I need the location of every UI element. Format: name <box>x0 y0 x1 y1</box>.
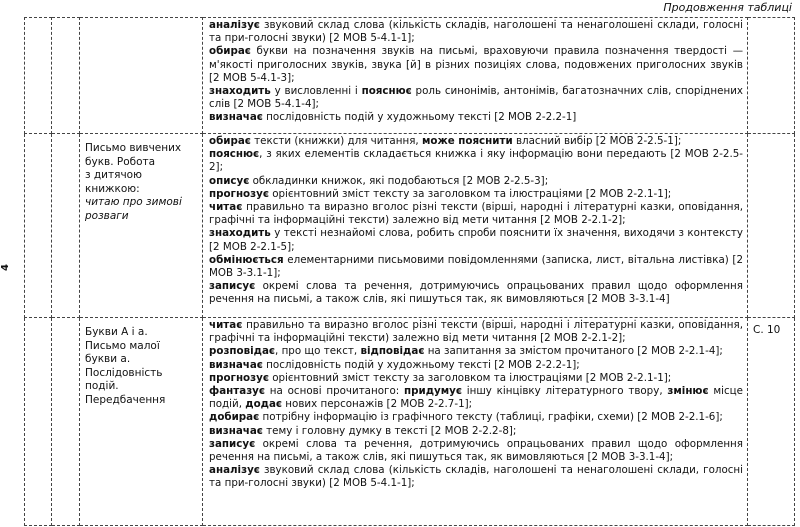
outcome-verb: пояснює <box>209 148 260 161</box>
lesson-number-cell <box>25 134 52 318</box>
outcome-item <box>209 385 743 411</box>
outcome-verb: читає <box>209 319 243 331</box>
textbook-page-cell <box>748 134 795 318</box>
page-number: 4 <box>0 264 11 271</box>
outcome-item <box>209 111 743 124</box>
outcome-item <box>209 438 743 464</box>
topic-line: Передбачення <box>85 393 166 406</box>
outcome-text: роль синонімів, антонімів, багатозначних слів, споріднених слів [2 МОВ 5-4.1-4]; <box>209 85 743 111</box>
outcome-text: у висловленні і <box>270 85 362 98</box>
hours-cell <box>52 134 80 318</box>
outcome-item <box>209 280 743 306</box>
table-row <box>25 18 795 134</box>
lesson-number-cell <box>25 318 52 526</box>
outcome-item <box>209 372 743 385</box>
curriculum-table <box>24 17 795 526</box>
outcome-verb: обирає <box>209 135 251 147</box>
topic-italic-line: розваги <box>85 209 129 222</box>
outcome-item <box>209 175 743 188</box>
outcome-text: потрібну інформацію із графічного тексту (таблиці, графіки, схеми) [2 МОВ 2-2.1-6]; <box>259 411 723 424</box>
outcome-verb: змінює <box>667 385 709 398</box>
outcome-verb: визначає <box>209 358 263 371</box>
outcome-text: на основі прочитаного: <box>265 385 405 398</box>
outcome-verb: знаходить <box>209 85 271 98</box>
textbook-page-cell: С. 10 <box>748 318 795 526</box>
outcome-verb: записує <box>209 437 256 450</box>
outcome-text: тексти (книжки) для читання, <box>250 135 422 147</box>
continuation-label: Продовження таблиці <box>663 1 792 14</box>
topic-line: букв. Робота <box>85 155 156 168</box>
outcome-text: орієнтовний зміст тексту за заголовком та ілюстраціями [2 МОВ 2-2.1-1]; <box>268 371 672 384</box>
outcome-text: окремі слова та речення, дотримуючись опрацьованих правил щодо оформлення речення на письмі, а також слів, які пишуться так, як вимовляються [2 МОВ 3-3.1-4]; <box>209 437 743 464</box>
outcome-text: правильно та виразно вголос різні тексти (вірші, народні і літературні казки, оповідання, графічні та інформаційні тексти) залежно від мети читання [2 МОВ 2-2.1-2]; <box>209 319 743 345</box>
outcome-verb: відповідає <box>360 345 425 358</box>
outcome-item <box>209 425 743 438</box>
outcome-item <box>209 411 743 424</box>
outcome-verb: розповідає <box>209 345 276 358</box>
lesson-number-cell <box>25 18 52 134</box>
topic-line: Послідовність подій. <box>85 366 163 392</box>
outcome-text: у тексті незнайомі слова, робить спроби пояснити їх значення, виходячи з контексту [2 МОВ 2-2.1-5]; <box>209 227 743 253</box>
outcome-text: , з яких елементів складається книжка і яку інформацію вони передають [2 МОВ 2-2.5-2]; <box>209 148 743 174</box>
topic-line: Письмо малої <box>85 339 160 352</box>
outcome-verb: фантазує <box>209 385 265 398</box>
table-row <box>25 318 795 526</box>
topic-cell <box>80 134 203 318</box>
outcome-verb: знаходить <box>209 227 271 240</box>
outcome-text: окремі слова та речення, дотримуючись опрацьованих правил щодо оформлення речення на письмі, а також слів, які пишуться так, як вимовляються [2 МОВ 3-3.1-4] <box>209 280 743 306</box>
outcome-verb: прогнозує <box>209 371 269 384</box>
outcomes-cell <box>203 18 748 134</box>
outcome-item <box>209 227 743 253</box>
outcome-text: правильно та виразно вголос різні тексти (вірші, народні і літературні казки, оповідання, графічні та інформаційні тексти) залежно від мети читання [2 МОВ 2-2.1-2]; <box>209 201 743 227</box>
outcome-text: на запитання за змістом прочитаного [2 МОВ 2-2.1-4]; <box>424 345 723 358</box>
topic-cell <box>80 318 203 526</box>
outcome-item <box>209 148 743 174</box>
outcome-verb: аналізує <box>209 19 260 31</box>
outcome-text: тему і головну думку в тексті [2 МОВ 2-2.2-8]; <box>262 424 517 437</box>
outcome-verb: може пояснити <box>421 135 513 147</box>
outcome-item <box>209 359 743 372</box>
table-row <box>25 134 795 318</box>
outcome-item <box>209 19 743 45</box>
hours-cell <box>52 18 80 134</box>
outcome-verb: придумує <box>404 385 462 398</box>
outcome-item <box>209 254 743 280</box>
outcome-item <box>209 85 743 111</box>
hours-cell <box>52 318 80 526</box>
outcome-text: орієнтовний зміст тексту за заголовком та ілюстраціями [2 МОВ 2-2.1-1]; <box>268 187 672 200</box>
outcome-item <box>209 201 743 227</box>
topic-line: Букви А і а. <box>85 326 148 338</box>
outcome-text: іншу кінцівку літературного твору, <box>461 385 668 398</box>
topic-line: з дитячою книжкою: <box>85 169 142 195</box>
outcome-verb: аналізує <box>209 464 260 477</box>
outcome-verb: обирає <box>209 45 251 58</box>
outcome-text: звуковий склад слова (кількість складів, наголошені та ненаголошені склади, голосні та при-голосні звуки) [2 МОВ 5-4.1-1]; <box>209 464 743 490</box>
topic-line: Письмо вивчених <box>85 142 182 154</box>
topic-cell <box>80 18 203 134</box>
topic-line: букви а. <box>85 353 131 365</box>
outcome-text: обкладинки книжок, які подобаються [2 МОВ 2-2.5-3]; <box>249 174 549 187</box>
outcome-text: , про що текст, <box>275 345 361 358</box>
topic-italic-line: читаю про зимові <box>85 196 182 208</box>
outcomes-cell <box>203 318 748 526</box>
textbook-page-cell <box>748 18 795 134</box>
outcome-text: послідовність подій у художньому тексті [2 МОВ 2-2.2-1]; <box>262 358 580 371</box>
outcome-text: нових персонажів [2 МОВ 2-2.7-1]; <box>282 398 473 411</box>
outcome-item <box>209 464 743 490</box>
outcomes-cell <box>203 134 748 318</box>
outcome-text: елементарними письмовими повідомленнями (записка, лист, вітальна листівка) [2 МОВ 3-3.1-1]; <box>209 253 743 280</box>
outcome-item <box>209 188 743 201</box>
outcome-text: послідовність подій у художньому тексті [2 МОВ 2-2.2-1] <box>262 111 577 124</box>
outcome-text: букви на позначення звуків на письмі, враховуючи правила позначення твердості — м'якості приголосних звуків, звука [й] в різних позиціях слова, подовжених приголосних звуків [2 МОВ 5-4.1-3]; <box>209 45 743 84</box>
outcome-item <box>209 345 743 358</box>
outcome-text: місце подій, <box>209 385 743 411</box>
outcome-verb: визначає <box>209 424 263 437</box>
outcome-verb: добирає <box>209 411 260 424</box>
outcome-verb: описує <box>209 174 250 187</box>
outcome-verb: додає <box>245 398 283 411</box>
outcome-verb: записує <box>209 280 256 293</box>
outcome-item <box>209 45 743 85</box>
outcome-text: звуковий склад слова (кількість складів, наголошені та ненаголошені склади, голосні та при-голосні звуки) [2 МОВ 5-4.1-1]; <box>209 19 743 45</box>
outcome-verb: читає <box>209 201 243 214</box>
outcome-text: власний вибір [2 МОВ 2-2.5-1]; <box>512 135 682 147</box>
outcome-verb: визначає <box>209 111 263 124</box>
outcome-verb: обмінюється <box>209 253 284 266</box>
outcome-item <box>209 319 743 345</box>
outcome-item <box>209 135 743 148</box>
outcome-verb: прогнозує <box>209 187 269 200</box>
outcome-verb: пояснює <box>361 85 412 98</box>
